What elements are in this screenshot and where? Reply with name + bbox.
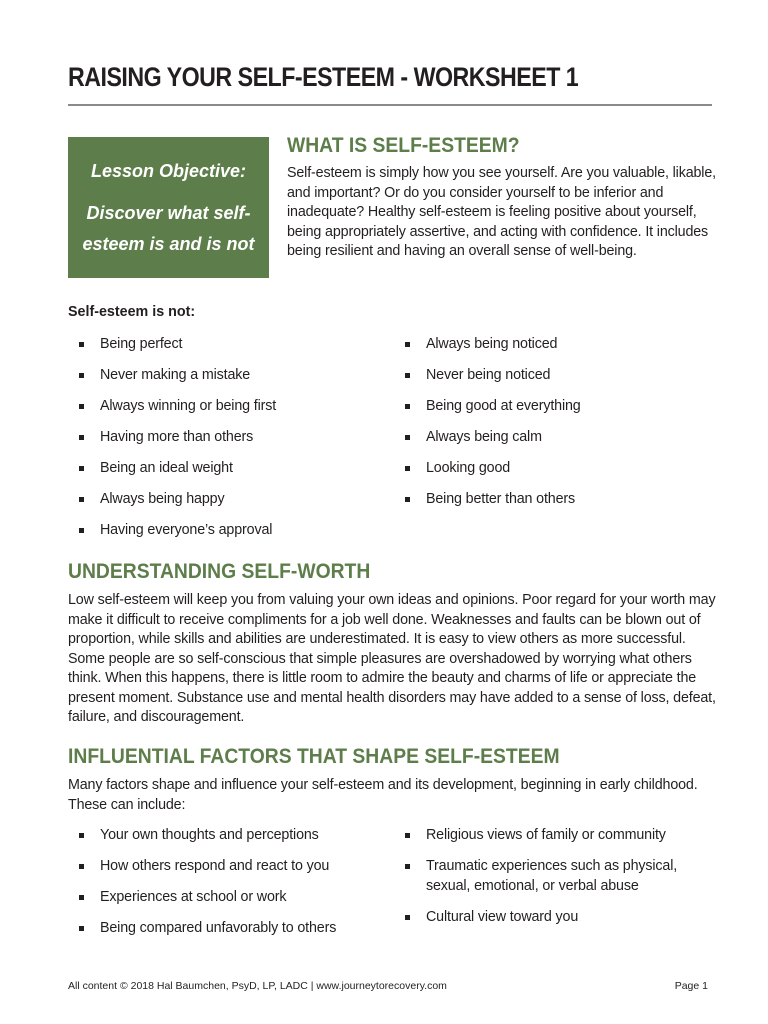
bullet-icon xyxy=(405,373,410,378)
bullet-icon xyxy=(79,926,84,931)
list-item: Experiences at school or work xyxy=(68,888,388,908)
list-item: Your own thoughts and perceptions xyxy=(68,826,388,846)
factors-list-right xyxy=(394,826,694,927)
list-item: Being compared unfavorably to others xyxy=(68,919,388,939)
bullet-icon xyxy=(79,435,84,440)
list-item: Cultural view toward you xyxy=(394,908,694,928)
list-item: Always being calm xyxy=(394,428,714,448)
what-is-heading: WHAT IS SELF-ESTEEM? xyxy=(287,134,520,157)
bullet-icon xyxy=(405,915,410,920)
bullet-icon xyxy=(405,497,410,502)
bullet-icon xyxy=(405,435,410,440)
footer-page-number: Page 1 xyxy=(674,980,708,992)
list-item: Always winning or being first xyxy=(68,397,388,417)
bullet-icon xyxy=(79,466,84,471)
bullet-icon xyxy=(79,373,84,378)
self-worth-heading: UNDERSTANDING SELF-WORTH xyxy=(68,560,371,583)
bullet-icon xyxy=(79,404,84,409)
list-item: Always being happy xyxy=(68,490,388,510)
list-item: Religious views of family or community xyxy=(394,826,694,846)
factors-list-left xyxy=(68,826,388,939)
list-item: Being perfect xyxy=(68,335,388,355)
page-title: RAISING YOUR SELF-ESTEEM - WORKSHEET 1 xyxy=(68,62,579,92)
list-item: Having more than others xyxy=(68,428,388,448)
footer-copyright: All content © 2018 Hal Baumchen, PsyD, LP, LADC | www.journeytorecovery.com xyxy=(68,980,447,992)
bullet-icon xyxy=(79,833,84,838)
factors-heading: INFLUENTIAL FACTORS THAT SHAPE SELF-ESTEEM xyxy=(68,745,560,768)
objective-label: Lesson Objective: xyxy=(90,161,247,181)
list-item: Always being noticed xyxy=(394,335,714,355)
title-divider xyxy=(68,104,712,106)
is-not-heading: Self-esteem is not: xyxy=(68,304,196,320)
lesson-objective-box xyxy=(68,137,269,278)
what-is-body: Self-esteem is simply how you see yourself. Are you valuable, likable, and important? Or do you consider yourself to be inferior and inadequate? Healthy self-esteem is feeling positive about yourself, being appropriately assertive, and acting with confidence. It includes being resilient and having an overall sense of well-being. xyxy=(287,165,716,259)
bullet-icon xyxy=(405,833,410,838)
list-item: Never making a mistake xyxy=(68,366,388,386)
list-item: Being an ideal weight xyxy=(68,459,388,479)
bullet-icon xyxy=(405,466,410,471)
is-not-list-right xyxy=(394,335,714,510)
factors-intro: Many factors shape and influence your self-esteem and its development, beginning in early childhood. These can include: xyxy=(68,777,698,813)
list-item: Having everyone’s approval xyxy=(68,521,388,541)
bullet-icon xyxy=(405,864,410,869)
bullet-icon xyxy=(79,342,84,347)
bullet-icon xyxy=(79,864,84,869)
is-not-list-left xyxy=(68,335,388,541)
self-worth-body: Low self-esteem will keep you from valuing your own ideas and opinions. Poor regard for your worth may make it difficult to receive compliments for a job well done. Weaknesses and faults can be blown out of proportion, while skills and abilities are underestimated. It is easy to view others as more successful. Some people are so self-conscious that simple pleasures are overshadowed by worrying what others think. When this happens, there is little room to admire the beauty and charms of life or appreciate the present moment. Substance use and mental health disorders may have added to a sense of loss, defeat, failure, and discouragement. xyxy=(68,592,716,725)
list-item: Being good at everything xyxy=(394,397,714,417)
list-item: Being better than others xyxy=(394,490,714,510)
bullet-icon xyxy=(79,528,84,533)
bullet-icon xyxy=(79,895,84,900)
list-item: Looking good xyxy=(394,459,714,479)
list-item: Traumatic experiences such as physical, sexual, emotional, or verbal abuse xyxy=(394,857,694,896)
objective-text: Discover what self-esteem is and is not xyxy=(82,203,255,254)
bullet-icon xyxy=(405,404,410,409)
list-item: How others respond and react to you xyxy=(68,857,388,877)
list-item: Never being noticed xyxy=(394,366,714,386)
bullet-icon xyxy=(79,497,84,502)
bullet-icon xyxy=(405,342,410,347)
